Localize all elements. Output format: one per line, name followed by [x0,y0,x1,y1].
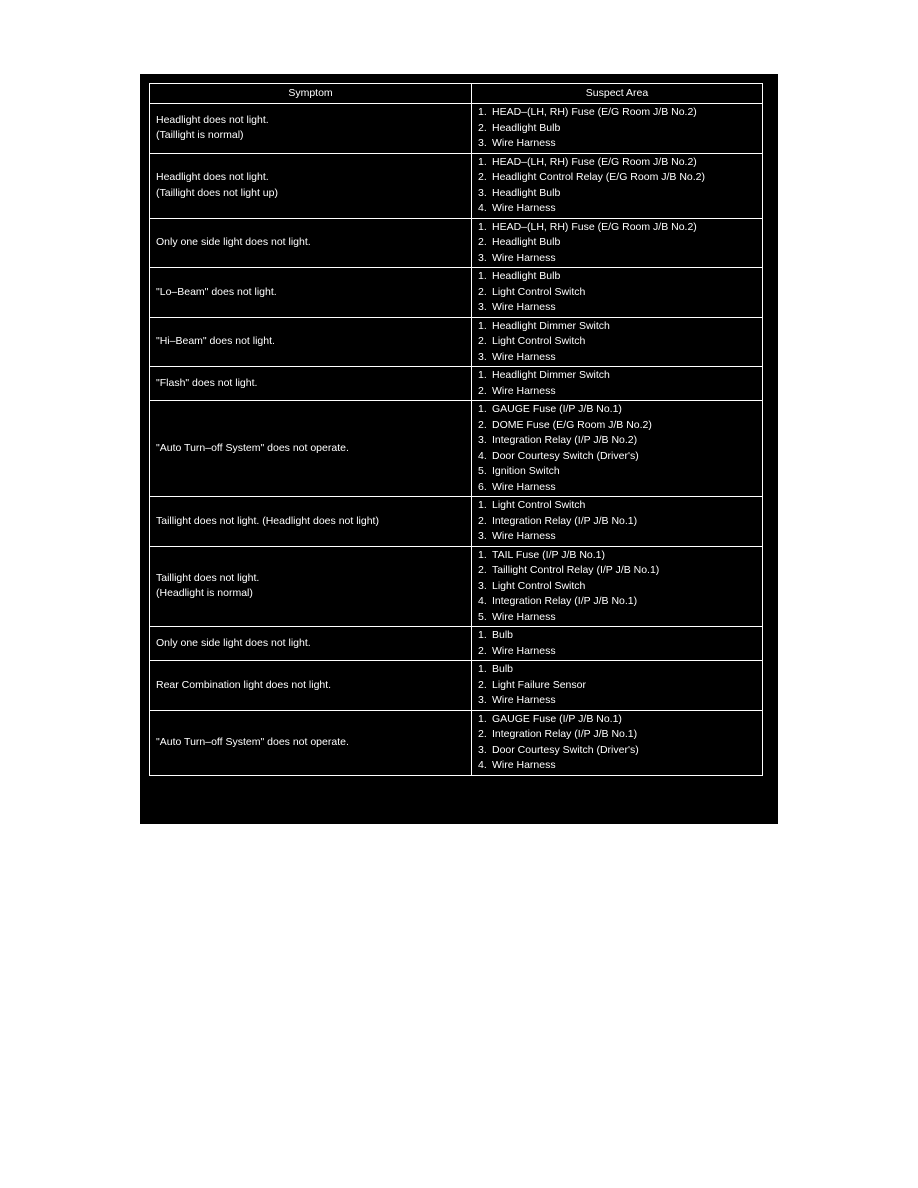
suspect-area-text: Wire Harness [492,480,556,493]
suspect-area-item [478,662,756,678]
symptom-cell [150,104,472,154]
suspect-area-item [478,464,756,480]
suspect-area-item [478,693,756,709]
item-number: 3. [478,350,487,363]
table-body [150,104,763,776]
item-number: 3. [478,137,487,149]
suspect-area-item [478,644,756,660]
suspect-area-item [478,743,756,759]
suspect-area-text: Headlight Dimmer Switch [492,369,610,381]
item-number: 1. [478,155,487,168]
table-row [150,104,763,154]
item-number: 1. [478,712,487,725]
suspect-area-text: HEAD–(LH, RH) Fuse (E/G Room J/B No.2) [492,220,697,233]
suspect-area-cell [472,268,763,318]
suspect-area-text: Light Control Switch [492,335,586,347]
suspect-area-text: Wire Harness [492,202,556,214]
table-row [150,546,763,627]
symptom-cell [150,661,472,711]
suspect-area-text: Door Courtesy Switch (Driver's) [492,449,639,462]
suspect-area-item [478,334,756,350]
item-number: 2. [478,285,487,298]
table-row [150,627,763,661]
suspect-area-list [478,318,756,367]
troubleshooting-panel [140,74,778,824]
suspect-area-item [478,727,756,743]
symptom-text: (Headlight is normal) [156,587,253,600]
symptom-text: Only one side light does not light. [156,636,311,649]
symptom-text: Headlight does not light. [156,171,269,183]
symptom-cell [150,497,472,547]
item-number: 1. [478,403,487,415]
item-number: 4. [478,449,487,462]
suspect-area-text: Wire Harness [492,759,556,771]
suspect-area-cell [472,497,763,547]
suspect-area-text: Wire Harness [492,137,556,149]
symptom-text: (Taillight is normal) [156,129,244,142]
suspect-area-list [478,547,756,627]
table-row [150,218,763,268]
suspect-area-item [478,758,756,774]
suspect-area-item [478,285,756,301]
suspect-area-list [478,627,756,660]
item-number: 2. [478,171,487,183]
symptom-text: Rear Combination light does not light. [156,678,332,691]
suspect-area-item [478,121,756,137]
item-number: 1. [478,220,487,233]
item-number: 1. [478,663,487,675]
item-number: 3. [478,186,487,199]
suspect-area-text: GAUGE Fuse (I/P J/B No.1) [492,712,622,725]
suspect-area-list [478,497,756,546]
suspect-area-text: Taillight Control Relay (I/P J/B No.1) [492,564,660,576]
item-number: 3. [478,530,487,542]
table-row [150,367,763,401]
item-number: 1. [478,270,487,282]
suspect-area-text: Wire Harness [492,350,556,363]
suspect-area-text: Light Failure Sensor [492,678,586,691]
suspect-area-text: Wire Harness [492,530,556,542]
symptom-cell [150,317,472,367]
suspect-area-cell [472,367,763,401]
suspect-area-text: Light Control Switch [492,285,586,298]
suspect-area-text: Headlight Dimmer Switch [492,319,610,332]
table-row [150,153,763,218]
suspect-area-item [478,579,756,595]
symptom-text: "Auto Turn–off System" does not operate. [156,441,349,454]
suspect-area-text: Integration Relay (I/P J/B No.1) [492,514,638,527]
item-number: 2. [478,121,487,134]
suspect-area-cell [472,710,763,775]
item-number: 1. [478,499,487,511]
item-number: 4. [478,202,487,214]
suspect-area-text: Bulb [492,629,514,641]
suspect-area-text: Wire Harness [492,644,556,657]
item-number: 2. [478,236,487,248]
item-number: 1. [478,629,487,641]
suspect-area-list [478,661,756,710]
item-number: 4. [478,759,487,771]
suspect-area-text: Light Control Switch [492,499,586,511]
suspect-area-text: HEAD–(LH, RH) Fuse (E/G Room J/B No.2) [492,155,697,168]
suspect-area-text: Headlight Bulb [492,121,561,134]
suspect-area-list [478,154,756,218]
table-row [150,661,763,711]
suspect-area-item [478,319,756,335]
suspect-area-text: Headlight Bulb [492,186,561,199]
suspect-area-item [478,548,756,564]
symptom-text: "Hi–Beam" does not light. [156,335,275,347]
item-number: 1. [478,106,487,118]
suspect-area-item [478,251,756,267]
suspect-area-text: Wire Harness [492,694,556,706]
item-number: 3. [478,251,487,264]
suspect-area-text: DOME Fuse (E/G Room J/B No.2) [492,418,652,431]
item-number: 2. [478,418,487,431]
suspect-area-item [478,712,756,728]
suspect-area-item [478,105,756,121]
symptom-cell [150,546,472,627]
suspect-area-text: GAUGE Fuse (I/P J/B No.1) [492,403,622,415]
suspect-area-text: Wire Harness [492,301,556,313]
symptom-cell [150,710,472,775]
item-number: 2. [478,384,487,397]
symptom-cell [150,153,472,218]
suspect-area-item [478,235,756,251]
suspect-area-item [478,418,756,434]
suspect-area-item [478,480,756,496]
suspect-area-item [478,402,756,418]
suspect-area-item [478,220,756,236]
suspect-area-text: Headlight Control Relay (E/G Room J/B No.2) [492,171,705,183]
table-row [150,497,763,547]
suspect-area-item [478,269,756,285]
suspect-area-cell [472,627,763,661]
suspect-area-list [478,104,756,153]
symptom-cell [150,627,472,661]
suspect-area-item [478,594,756,610]
symptom-text: Headlight does not light. [156,113,269,126]
symptom-cell [150,401,472,497]
item-number: 3. [478,694,487,706]
item-number: 3. [478,579,487,592]
item-number: 3. [478,434,487,446]
suspect-area-text: Wire Harness [492,384,556,397]
symptom-cell [150,367,472,401]
symptom-text: Taillight does not light. (Headlight does not light) [156,514,379,527]
suspect-area-item [478,563,756,579]
item-number: 2. [478,728,487,740]
symptom-text: Taillight does not light. [156,571,260,584]
suspect-area-text: TAIL Fuse (I/P J/B No.1) [492,548,606,561]
suspect-area-text: Ignition Switch [492,465,560,477]
symptom-table [149,83,763,776]
suspect-area-text: Integration Relay (I/P J/B No.1) [492,595,638,607]
item-number: 2. [478,644,487,657]
symptom-text: "Lo–Beam" does not light. [156,285,277,298]
item-number: 4. [478,595,487,607]
suspect-area-item [478,678,756,694]
symptom-text: "Auto Turn–off System" does not operate. [156,735,349,748]
suspect-area-item [478,498,756,514]
suspect-area-cell [472,401,763,497]
table-row [150,268,763,318]
suspect-area-item [478,300,756,316]
suspect-area-cell [472,546,763,627]
item-number: 2. [478,678,487,691]
item-number: 3. [478,743,487,756]
item-number: 1. [478,319,487,332]
suspect-area-text: Wire Harness [492,251,556,264]
item-number: 1. [478,548,487,561]
suspect-area-text: Wire Harness [492,610,556,623]
symptom-cell [150,218,472,268]
item-number: 1. [478,369,487,381]
symptom-column-header: Symptom [150,84,472,104]
suspect-area-text: Light Control Switch [492,579,586,592]
suspect-area-cell [472,153,763,218]
item-number: 5. [478,465,487,477]
suspect-area-cell [472,218,763,268]
item-number: 2. [478,564,487,576]
suspect-area-item [478,136,756,152]
symptom-text: (Taillight does not light up) [156,186,278,199]
symptom-text: Only one side light does not light. [156,236,311,248]
item-number: 6. [478,480,487,493]
item-number: 2. [478,514,487,527]
suspect-area-list [478,219,756,268]
suspect-area-item [478,201,756,217]
suspect-area-item [478,155,756,171]
suspect-area-item [478,170,756,186]
suspect-area-item [478,514,756,530]
suspect-area-cell [472,661,763,711]
suspect-area-list [478,268,756,317]
suspect-area-list [478,401,756,496]
suspect-area-item [478,449,756,465]
suspect-area-text: Integration Relay (I/P J/B No.2) [492,434,638,446]
suspect-area-list [478,711,756,775]
suspect-area-text: Headlight Bulb [492,270,561,282]
suspect-area-cell [472,317,763,367]
suspect-area-cell [472,104,763,154]
suspect-area-item [478,384,756,400]
suspect-area-item [478,350,756,366]
table-header-row [150,84,763,104]
suspect-area-item [478,529,756,545]
suspect-area-text: Headlight Bulb [492,236,561,248]
table-row [150,710,763,775]
symptom-cell [150,268,472,318]
item-number: 5. [478,610,487,623]
table-row [150,401,763,497]
suspect-area-item [478,368,756,384]
suspect-area-item [478,433,756,449]
suspect-area-text: Door Courtesy Switch (Driver's) [492,743,639,756]
item-number: 3. [478,301,487,313]
suspect-area-list [478,367,756,400]
suspect-area-item [478,186,756,202]
item-number: 2. [478,335,487,347]
suspect-area-item [478,610,756,626]
suspect-area-text: HEAD–(LH, RH) Fuse (E/G Room J/B No.2) [492,106,697,118]
suspect-area-item [478,628,756,644]
suspect-area-text: Bulb [492,663,514,675]
table-row [150,317,763,367]
symptom-text: "Flash" does not light. [156,376,258,389]
suspect-area-column-header: Suspect Area [472,84,763,104]
suspect-area-text: Integration Relay (I/P J/B No.1) [492,728,638,740]
